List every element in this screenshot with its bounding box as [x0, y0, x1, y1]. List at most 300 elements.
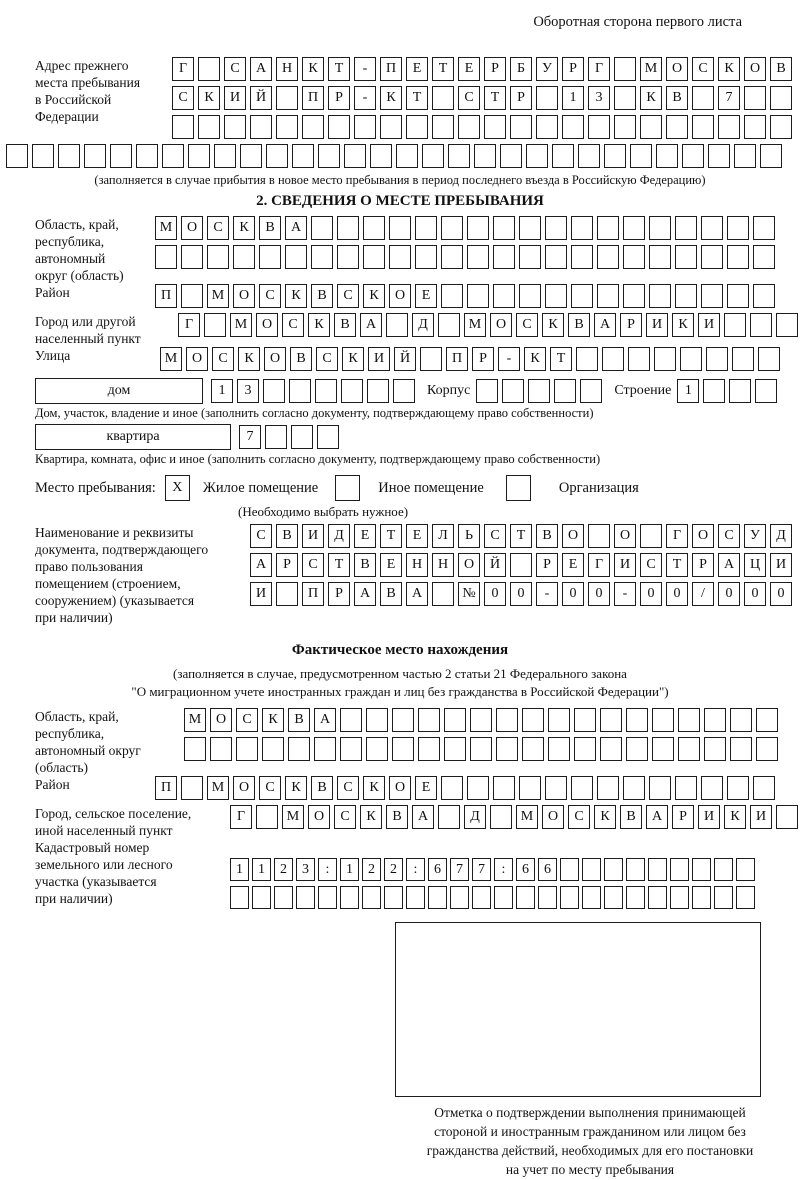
char-box: [536, 115, 558, 139]
stay-type-row: [35, 475, 800, 501]
page-side-note: Оборотная сторона первого листа: [533, 14, 742, 30]
char-box: -: [354, 57, 376, 81]
char-box: [344, 144, 366, 168]
char-box: [758, 347, 780, 371]
char-box: [276, 86, 298, 110]
char-box: [571, 245, 593, 269]
char-box: [285, 245, 307, 269]
char-box: И: [698, 805, 720, 829]
char-box: В: [288, 708, 310, 732]
char-box: [392, 708, 414, 732]
char-box: А: [250, 553, 272, 577]
char-box: [701, 216, 723, 240]
char-box: [682, 144, 704, 168]
char-box: [548, 737, 570, 761]
char-box: [734, 144, 756, 168]
char-box: [484, 115, 506, 139]
char-box: [526, 144, 548, 168]
char-box: [493, 284, 515, 308]
char-box: 3: [296, 858, 315, 881]
oblast3-row-2: [184, 737, 782, 761]
char-box: [714, 858, 733, 881]
char-box: А: [412, 805, 434, 829]
option-organization-label: Организация: [558, 479, 639, 496]
char-box: 2: [274, 858, 293, 881]
char-box: [744, 86, 766, 110]
document-block: [0, 524, 800, 626]
char-box: [296, 886, 315, 909]
char-box: [675, 216, 697, 240]
char-box: [600, 737, 622, 761]
char-box: 0: [744, 582, 766, 606]
char-box: П: [155, 776, 177, 800]
char-box: 0: [484, 582, 506, 606]
char-box: [597, 284, 619, 308]
char-box: [438, 805, 460, 829]
char-box: О: [744, 57, 766, 81]
char-box: [467, 245, 489, 269]
char-box: [574, 737, 596, 761]
char-box: [760, 144, 782, 168]
prev-address-rows: [172, 57, 796, 144]
char-box: [753, 776, 775, 800]
char-box: [490, 805, 512, 829]
char-box: Р: [484, 57, 506, 81]
char-box: [708, 144, 730, 168]
char-box: [172, 115, 194, 139]
char-box: [704, 737, 726, 761]
char-box: У: [536, 57, 558, 81]
char-box: [274, 886, 293, 909]
char-box: М: [230, 313, 252, 337]
char-box: [210, 737, 232, 761]
char-box: [418, 708, 440, 732]
char-box: [467, 216, 489, 240]
oblast-row-1: [155, 216, 779, 240]
char-box: К: [262, 708, 284, 732]
prev-address-row-4: [6, 144, 800, 168]
char-box: Ц: [744, 553, 766, 577]
oblast3-label: Область, край, республика, автономный округ (область): [35, 709, 141, 775]
char-box: [366, 708, 388, 732]
char-box: :: [494, 858, 513, 881]
char-box: К: [342, 347, 364, 371]
char-box: [389, 216, 411, 240]
char-box: С: [692, 57, 714, 81]
char-box: Г: [230, 805, 252, 829]
char-box: [224, 115, 246, 139]
char-box: [384, 886, 403, 909]
char-box: А: [354, 582, 376, 606]
char-box: И: [368, 347, 390, 371]
char-box: Р: [692, 553, 714, 577]
char-box: Е: [415, 776, 437, 800]
char-box: Е: [406, 524, 428, 548]
char-box: К: [594, 805, 616, 829]
char-box: О: [233, 284, 255, 308]
char-box: [528, 379, 550, 403]
char-box: [756, 708, 778, 732]
char-box: Р: [536, 553, 558, 577]
char-box: [545, 245, 567, 269]
stroenie-cells: [677, 379, 781, 403]
char-box: [110, 144, 132, 168]
char-box: [628, 347, 650, 371]
char-box: [289, 379, 311, 403]
char-box: [626, 708, 648, 732]
option-residential-label: Жилое помещение: [202, 479, 319, 496]
char-box: [756, 737, 778, 761]
char-box: [432, 582, 454, 606]
char-box: И: [698, 313, 720, 337]
char-box: [519, 284, 541, 308]
char-box: [259, 245, 281, 269]
char-box: О: [181, 216, 203, 240]
char-box: Е: [415, 284, 437, 308]
char-box: П: [380, 57, 402, 81]
char-box: [718, 115, 740, 139]
char-box: М: [516, 805, 538, 829]
house-number-cells: [211, 379, 419, 403]
city-block: [0, 313, 800, 347]
char-box: 7: [239, 425, 261, 449]
house-row: [35, 378, 800, 404]
rayon-block: [0, 284, 800, 313]
char-box: [502, 379, 524, 403]
char-box: [418, 737, 440, 761]
char-box: [84, 144, 106, 168]
char-box: [724, 313, 746, 337]
char-box: [472, 886, 491, 909]
char-box: 0: [666, 582, 688, 606]
char-box: К: [308, 313, 330, 337]
section3-title: Фактическое место нахождения: [291, 642, 509, 658]
char-box: [578, 144, 600, 168]
char-box: 0: [718, 582, 740, 606]
char-box: С: [172, 86, 194, 110]
char-box: [770, 115, 792, 139]
char-box: 1: [252, 858, 271, 881]
char-box: [340, 886, 359, 909]
char-box: [597, 216, 619, 240]
char-box: П: [302, 86, 324, 110]
char-box: [444, 708, 466, 732]
char-box: [198, 115, 220, 139]
prev-address-row-2: [172, 86, 796, 110]
char-box: [604, 144, 626, 168]
char-box: В: [380, 582, 402, 606]
char-box: [545, 216, 567, 240]
char-box: [522, 708, 544, 732]
char-box: 2: [384, 858, 403, 881]
char-box: [467, 776, 489, 800]
char-box: [252, 886, 271, 909]
char-box: [675, 284, 697, 308]
char-box: [207, 245, 229, 269]
char-box: [318, 144, 340, 168]
char-box: [654, 347, 676, 371]
char-box: [614, 86, 636, 110]
char-box: [441, 776, 463, 800]
char-box: [494, 886, 513, 909]
char-box: [623, 776, 645, 800]
char-box: О: [308, 805, 330, 829]
char-box: [386, 313, 408, 337]
char-box: В: [259, 216, 281, 240]
char-box: [753, 284, 775, 308]
char-box: К: [380, 86, 402, 110]
city-row: [178, 313, 800, 337]
char-box: К: [524, 347, 546, 371]
oblast-block: [0, 216, 800, 284]
stamp-caption: Отметка о подтверждении выполнения принимающей стороной и иностранным гражданином или лицом без гражданства действий, необходимых для его постановки на учет по месту пребывания: [426, 1105, 754, 1177]
char-box: [204, 313, 226, 337]
char-box: Р: [328, 86, 350, 110]
char-box: [328, 115, 350, 139]
char-box: [640, 524, 662, 548]
char-box: У: [744, 524, 766, 548]
char-box: [562, 115, 584, 139]
char-box: О: [666, 57, 688, 81]
char-box: [604, 858, 623, 881]
section2-title: 2. СВЕДЕНИЯ О МЕСТЕ ПРЕБЫВАНИЯ: [256, 193, 544, 209]
char-box: [428, 886, 447, 909]
char-box: [214, 144, 236, 168]
char-box: О: [458, 553, 480, 577]
char-box: [692, 115, 714, 139]
char-box: [341, 379, 363, 403]
char-box: В: [770, 57, 792, 81]
char-box: К: [360, 805, 382, 829]
char-box: [623, 216, 645, 240]
char-box: [602, 347, 624, 371]
char-box: С: [568, 805, 590, 829]
street-row: [160, 347, 784, 371]
korpus-label: Корпус: [427, 383, 471, 398]
char-box: [623, 245, 645, 269]
char-box: Е: [458, 57, 480, 81]
char-box: [311, 216, 333, 240]
char-box: [470, 737, 492, 761]
char-box: [366, 737, 388, 761]
char-box: В: [620, 805, 642, 829]
char-box: -: [536, 582, 558, 606]
char-box: [666, 115, 688, 139]
char-box: Т: [510, 524, 532, 548]
char-box: [692, 858, 711, 881]
oblast3-row-1: [184, 708, 782, 732]
char-box: [652, 737, 674, 761]
char-box: И: [224, 86, 246, 110]
char-box: [571, 284, 593, 308]
char-box: В: [334, 313, 356, 337]
char-box: -: [614, 582, 636, 606]
char-box: К: [718, 57, 740, 81]
city3-row: [230, 805, 800, 829]
checkbox-organization: [506, 475, 531, 501]
char-box: С: [334, 805, 356, 829]
cadastre-block: [0, 839, 800, 914]
rayon-label: Район: [35, 285, 70, 300]
char-box: [438, 313, 460, 337]
char-box: С: [458, 86, 480, 110]
char-box: [318, 886, 337, 909]
char-box: [692, 86, 714, 110]
char-box: Р: [672, 805, 694, 829]
char-box: Н: [432, 553, 454, 577]
checkbox-residential: X: [165, 475, 190, 501]
char-box: [582, 858, 601, 881]
char-box: [548, 708, 570, 732]
char-box: [250, 115, 272, 139]
char-box: С: [259, 284, 281, 308]
char-box: 0: [640, 582, 662, 606]
char-box: [680, 347, 702, 371]
char-box: [380, 115, 402, 139]
char-box: [262, 737, 284, 761]
char-box: -: [498, 347, 520, 371]
flat-caption: Квартира, комната, офис и иное (заполнить согласно документу, подтверждающему право собственности): [35, 452, 601, 466]
char-box: [363, 216, 385, 240]
char-box: [678, 708, 700, 732]
char-box: Т: [484, 86, 506, 110]
char-box: [652, 708, 674, 732]
char-box: [315, 379, 337, 403]
char-box: [340, 737, 362, 761]
flat-type-box: квартира: [35, 424, 231, 450]
char-box: [181, 245, 203, 269]
char-box: К: [198, 86, 220, 110]
oblast-label: Область, край, республика, автономный округ (область): [35, 217, 124, 283]
char-box: 0: [588, 582, 610, 606]
char-box: О: [256, 313, 278, 337]
char-box: [640, 115, 662, 139]
char-box: -: [354, 86, 376, 110]
char-box: [263, 379, 285, 403]
char-box: Д: [770, 524, 792, 548]
char-box: [367, 379, 389, 403]
char-box: [670, 886, 689, 909]
street-label: Улица: [35, 348, 71, 363]
char-box: И: [646, 313, 668, 337]
char-box: [604, 886, 623, 909]
flat-number-cells: [239, 425, 343, 449]
char-box: [467, 284, 489, 308]
char-box: В: [568, 313, 590, 337]
char-box: [597, 776, 619, 800]
char-box: А: [360, 313, 382, 337]
char-box: [580, 379, 602, 403]
char-box: [288, 737, 310, 761]
char-box: [314, 737, 336, 761]
char-box: А: [718, 553, 740, 577]
char-box: [393, 379, 415, 403]
char-box: [536, 86, 558, 110]
char-box: [750, 313, 772, 337]
char-box: [496, 737, 518, 761]
char-box: И: [770, 553, 792, 577]
char-box: 1: [677, 379, 699, 403]
char-box: [450, 886, 469, 909]
char-box: [470, 708, 492, 732]
prev-address-block: [0, 57, 800, 144]
char-box: М: [640, 57, 662, 81]
prev-address-row-3: [172, 115, 796, 139]
char-box: [626, 858, 645, 881]
char-box: А: [594, 313, 616, 337]
char-box: [560, 886, 579, 909]
char-box: О: [389, 776, 411, 800]
char-box: О: [210, 708, 232, 732]
checkbox-other-premises: [335, 475, 360, 501]
char-box: [493, 776, 515, 800]
char-box: [406, 115, 428, 139]
char-box: [233, 245, 255, 269]
char-box: [582, 886, 601, 909]
char-box: [181, 284, 203, 308]
city3-label: Город, сельское поселение, иной населенный пункт: [35, 806, 192, 838]
stroenie-label: Строение: [614, 383, 672, 398]
char-box: 7: [450, 858, 469, 881]
char-box: [678, 737, 700, 761]
char-box: Е: [380, 553, 402, 577]
char-box: Е: [406, 57, 428, 81]
char-box: 1: [211, 379, 233, 403]
char-box: [729, 379, 751, 403]
char-box: 6: [516, 858, 535, 881]
char-box: [363, 245, 385, 269]
char-box: 3: [237, 379, 259, 403]
char-box: В: [276, 524, 298, 548]
prev-address-row-1: [172, 57, 796, 81]
char-box: [649, 284, 671, 308]
char-box: 0: [562, 582, 584, 606]
char-box: К: [542, 313, 564, 337]
char-box: [649, 776, 671, 800]
char-box: [727, 216, 749, 240]
char-box: Т: [328, 57, 350, 81]
char-box: [266, 144, 288, 168]
char-box: В: [666, 86, 688, 110]
char-box: В: [290, 347, 312, 371]
char-box: Е: [354, 524, 376, 548]
char-box: [236, 737, 258, 761]
char-box: О: [233, 776, 255, 800]
char-box: С: [250, 524, 272, 548]
char-box: К: [363, 284, 385, 308]
street-block: [0, 347, 800, 376]
char-box: [32, 144, 54, 168]
char-box: Е: [562, 553, 584, 577]
char-box: [510, 115, 532, 139]
char-box: К: [285, 284, 307, 308]
char-box: Г: [588, 553, 610, 577]
char-box: Н: [276, 57, 298, 81]
char-box: [370, 144, 392, 168]
char-box: [623, 284, 645, 308]
char-box: [406, 886, 425, 909]
char-box: [432, 86, 454, 110]
house-type-box: дом: [35, 378, 203, 404]
char-box: [302, 115, 324, 139]
char-box: [576, 347, 598, 371]
char-box: [776, 313, 798, 337]
char-box: [276, 115, 298, 139]
char-box: Д: [328, 524, 350, 548]
char-box: :: [318, 858, 337, 881]
char-box: Й: [484, 553, 506, 577]
char-box: Т: [380, 524, 402, 548]
